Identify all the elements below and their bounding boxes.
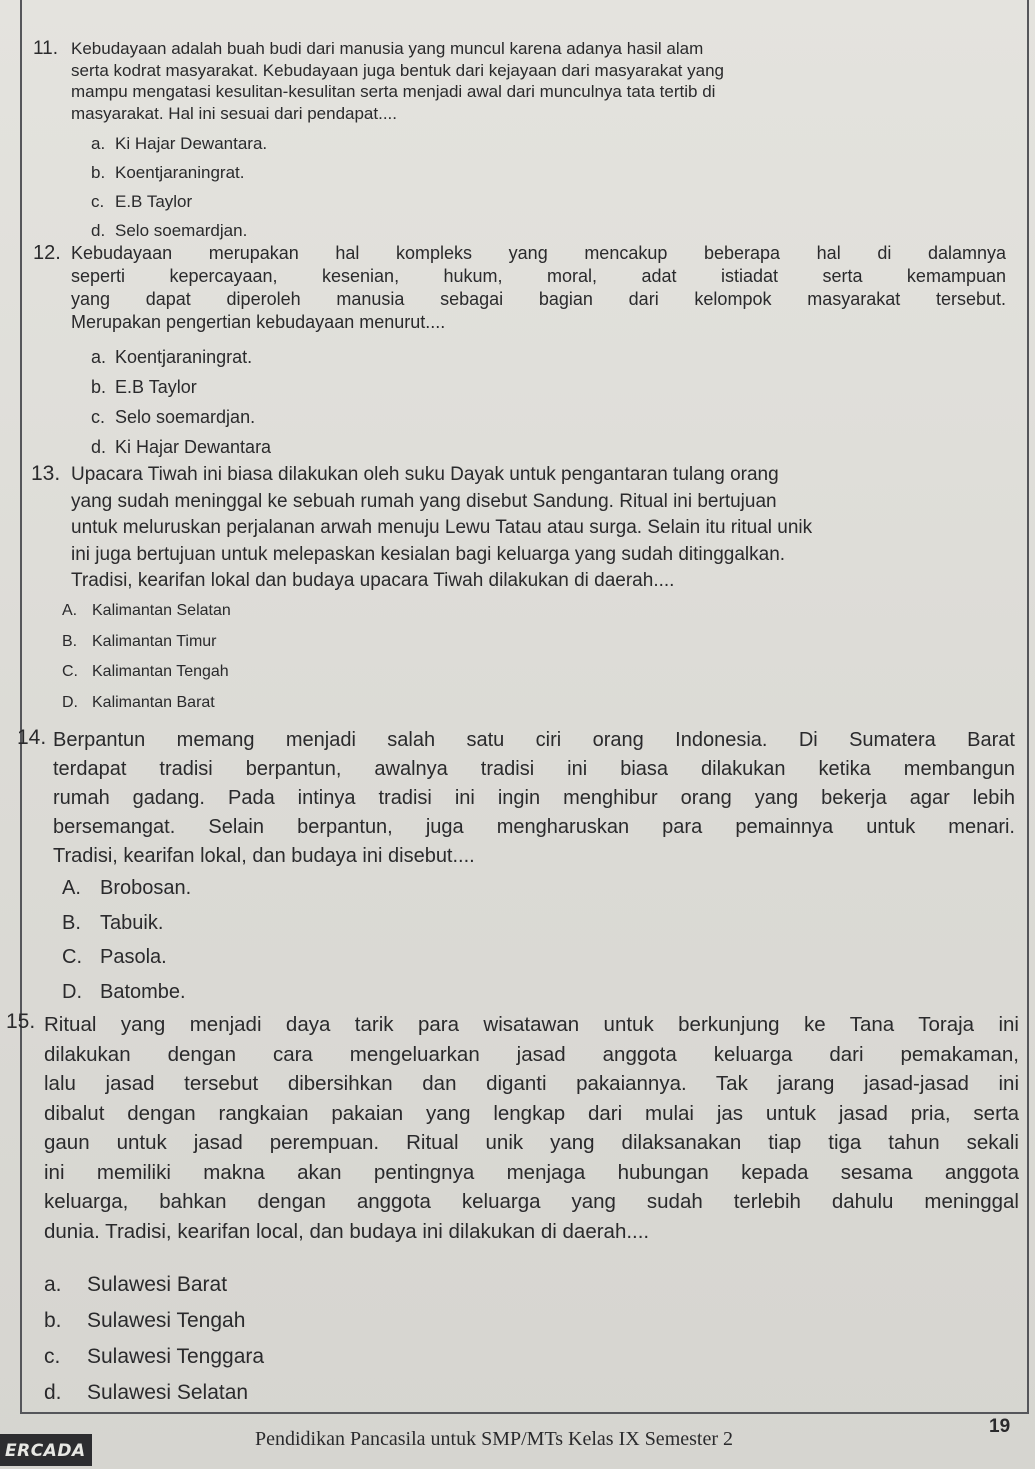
answer-options [91,347,271,467]
question-line: yang dapat diperoleh manusia sebagai bagian dari kelompok masyarakat tersebut. [71,289,1006,309]
option-text: Ki Hajar Dewantara. [115,134,268,153]
answer-option-a[interactable] [62,877,191,912]
option-letter: a. [91,347,107,367]
option-text: E.B Taylor [115,377,197,397]
option-text: Selo soemardjan. [115,407,256,427]
question-text [71,38,1006,124]
question-number: 14. [17,726,47,749]
option-letter: c. [91,192,105,211]
option-text: Pasola. [100,946,167,968]
question-line: Merupakan pengertian kebudayaan menurut.... [71,312,446,332]
question-line: serta kodrat masyarakat. Kebudayaan juga bentuk dari kejayaan dari masyarakat yang [71,60,724,80]
option-letter: b. [91,163,106,182]
question-line: mampu mengatasi kesulitan-kesulitan serta menjadi awal dari munculnya tata tertib di [71,82,716,101]
question-number: 15. [6,1010,36,1033]
option-letter: c. [91,407,106,427]
option-letter: d. [91,437,107,457]
answer-option-b[interactable] [62,633,231,664]
option-text: Sulawesi Tenggara [87,1345,265,1368]
option-text: Koentjaraningrat. [115,163,245,182]
answer-option-c[interactable] [44,1345,264,1381]
question-line: dilakukan dengan cara mengeluarkan jasad anggota keluarga dari pemakaman, [44,1042,1019,1066]
option-letter: B. [62,632,78,650]
option-text: Sulawesi Barat [87,1273,228,1296]
answer-option-b[interactable] [91,163,267,192]
question-line: Tradisi, kearifan lokal dan budaya upacara Tiwah dilakukan di daerah.... [71,570,675,591]
option-text: Brobosan. [100,877,192,899]
answer-option-b[interactable] [44,1309,264,1345]
question-line: Berpantun memang menjadi salah satu ciri orang Indonesia. Di Sumatera Barat [53,729,1015,751]
option-text: Sulawesi Tengah [87,1309,246,1332]
question-line: rumah gadang. Pada intinya tradisi ini ingin menghibur orang yang bekerja agar lebih [53,787,1015,809]
answer-option-a[interactable] [91,134,267,163]
question-line: masyarakat. Hal ini sesuai dari pendapat.... [71,103,398,123]
question-number: 12. [33,242,61,264]
question-line: Ritual yang menjadi daya tarik para wisatawan untuk berkunjung ke Tana Toraja ini [44,1013,1019,1036]
answer-option-c[interactable] [91,407,271,437]
question-number: 11. [33,38,59,59]
option-letter: A. [62,602,78,619]
question-line: Kebudayaan adalah buah budi dari manusia yang muncul karena adanya hasil alam [71,39,704,58]
question-line: Kebudayaan merupakan hal kompleks yang mencakup beberapa hal di dalamnya [71,243,1006,263]
option-letter: d. [91,221,106,240]
option-letter: A. [62,877,81,899]
option-letter: b. [44,1309,62,1332]
question-line: seperti kepercayaan, kesenian, hukum, moral, adat istiadat serta kemampuan [71,266,1006,286]
answer-option-a[interactable] [91,347,271,377]
question-line: gaun untuk jasad perempuan. Ritual unik yang dilaksanakan tiap tiga tahun sekali [44,1131,1019,1154]
option-letter: d. [44,1381,62,1404]
option-letter: D. [62,693,78,711]
option-text: Koentjaraningrat. [115,347,253,367]
question-line: untuk meluruskan perjalanan arwah menuju Lewu Tatau atau surga. Selain itu ritual unik [71,517,813,538]
answer-option-a[interactable] [44,1273,264,1309]
question-line: bersemangat. Selain berpantun, juga mengharuskan para pemainnya untuk menari. [53,816,1015,838]
question-line: keluarga, bahkan dengan anggota keluarga yang sudah terlebih dahulu meninggal [44,1190,1019,1213]
series-tag: ERCADA [0,1434,92,1466]
question-line: ini memiliki makna akan pentingnya menjaga hubungan kepada sesama anggota [44,1160,1019,1184]
question-text [53,726,1015,871]
option-text: Kalimantan Barat [92,693,215,711]
answer-option-b[interactable] [62,912,191,947]
option-letter: a. [44,1273,62,1296]
answer-options [62,877,191,1015]
answer-option-c[interactable] [91,192,267,221]
question-line: ini juga bertujuan untuk melepaskan kesialan bagi keluarga yang sudah ditinggalkan. [71,543,786,565]
question-number: 13. [31,462,61,485]
book-title: Pendidikan Pancasila untuk SMP/MTs Kelas IX Semester 2 [255,1428,733,1450]
question-text [71,462,1011,595]
question-line: yang sudah meninggal ke sebuah rumah yang disebut Sandung. Ritual ini bertujuan [71,490,777,512]
option-text: Kalimantan Selatan [92,602,231,619]
question-line: terdapat tradisi berpantun, awalnya tradisi ini biasa dilakukan ketika membangun [53,758,1015,780]
question-line: Tradisi, kearifan lokal, dan budaya ini disebut.... [53,845,475,867]
question-text [71,242,1006,334]
option-text: Ki Hajar Dewantara [115,437,272,457]
option-text: Batombe. [100,980,186,1003]
answer-option-c[interactable] [62,663,231,694]
answer-option-a[interactable] [62,602,231,633]
option-text: E.B Taylor [115,192,193,211]
option-text: Selo soemardjan. [115,221,248,240]
answer-option-b[interactable] [91,377,271,407]
option-letter: c. [44,1345,61,1368]
question-text [44,1010,1019,1246]
option-letter: b. [91,377,107,397]
option-letter: C. [62,663,78,680]
question-line: dunia. Tradisi, kearifan local, dan budaya ini dilakukan di daerah.... [44,1219,650,1243]
question-line: lalu jasad tersebut dibersihkan dan diganti pakaiannya. Tak jarang jasad-jasad ini [44,1072,1019,1095]
answer-option-c[interactable] [62,946,191,981]
option-letter: B. [62,911,81,934]
option-letter: D. [62,980,82,1003]
answer-options [91,134,267,250]
option-text: Tabuik. [100,911,164,934]
page-number: 19 [989,1416,1011,1437]
option-text: Kalimantan Timur [92,632,217,650]
answer-option-d[interactable] [62,694,231,725]
answer-options [44,1273,264,1417]
option-letter: C. [62,946,82,968]
option-letter: a. [91,134,106,153]
answer-option-d[interactable] [44,1381,264,1417]
option-text: Kalimantan Tengah [92,663,229,680]
option-text: Sulawesi Selatan [87,1381,249,1404]
answer-options [62,602,231,724]
question-line: dibalut dengan rangkaian pakaian yang lengkap dari mulai jas untuk jasad pria, serta [44,1101,1019,1125]
question-line: Upacara Tiwah ini biasa dilakukan oleh suku Dayak untuk pengantaran tulang orang [71,464,779,485]
